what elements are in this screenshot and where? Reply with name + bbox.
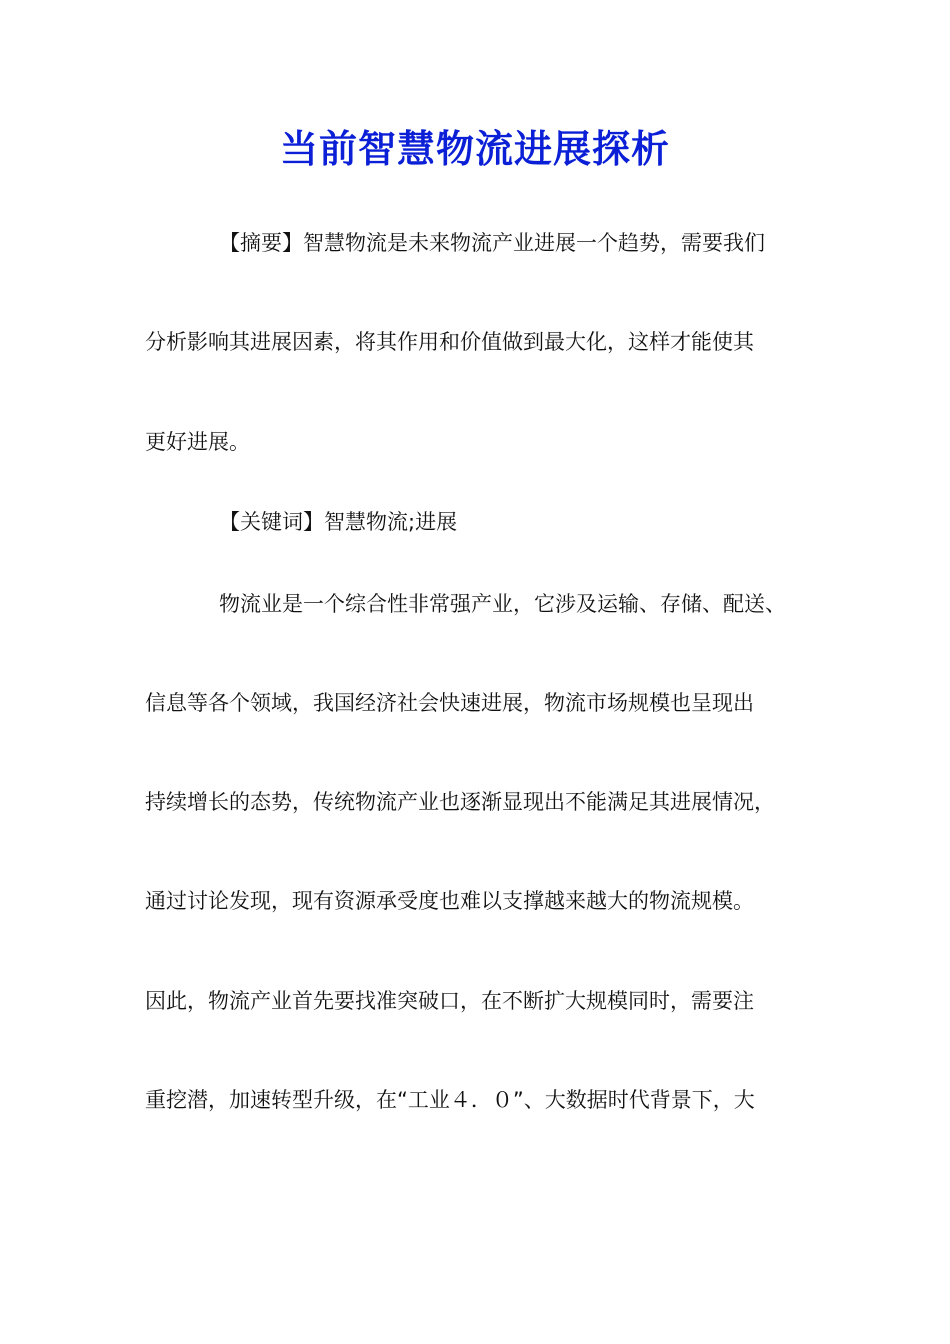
document-title: 当前智慧物流进展探析 <box>279 127 670 171</box>
body-line-6: 重挖潜，加速转型升级，在“工业４．０”、大数据时代背景下，大 <box>145 1088 755 1112</box>
body-line-1: 物流业是一个综合性非常强产业，它涉及运输、存储、配送、 <box>219 592 786 616</box>
keywords-line: 【关键词】智慧物流;进展 <box>219 510 458 534</box>
abstract-line-3: 更好进展。 <box>145 430 250 454</box>
abstract-line-1: 【摘要】智慧物流是未来物流产业进展一个趋势，需要我们 <box>219 231 765 255</box>
body-line-5: 因此，物流产业首先要找准突破口，在不断扩大规模同时，需要注 <box>145 989 754 1013</box>
body-line-3: 持续增长的态势，传统物流产业也逐渐显现出不能满足其进展情况， <box>145 790 775 814</box>
abstract-line-2: 分析影响其进展因素，将其作用和价值做到最大化，这样才能使其 <box>145 330 754 354</box>
body-line-4: 通过讨论发现，现有资源承受度也难以支撑越来越大的物流规模。 <box>145 889 754 913</box>
body-line-2: 信息等各个领域，我国经济社会快速进展，物流市场规模也呈现出 <box>145 691 754 715</box>
